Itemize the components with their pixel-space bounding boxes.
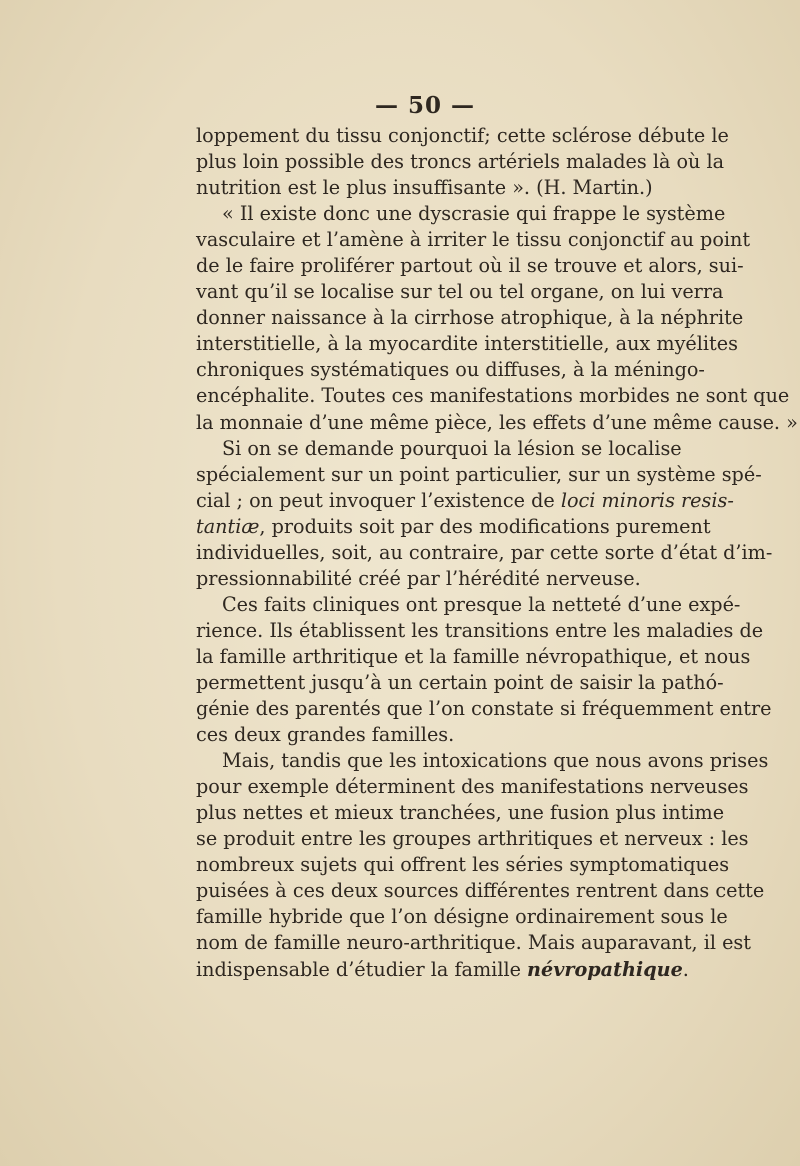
text-line: loppement du tissu conjonctif; cette sclérose débute le (196, 124, 729, 147)
text-line: permettent jusqu’à un certain point de saisir la pathó- (196, 670, 724, 694)
text-line: spécialement sur un point particulier, sur un système spé- (196, 462, 762, 486)
text-line: de le faire proliférer partout où il se trouve et alors, sui- (196, 254, 744, 278)
text-line: plus loin possible des troncs artériels malades là où la (196, 150, 725, 174)
text-line: nutrition est le plus insuffisante ». (H. Martin.) (196, 176, 653, 200)
body-text (196, 123, 798, 983)
italic-term: tantiæ (196, 514, 260, 538)
italic-term: loci minoris resis- (560, 488, 734, 512)
text-line (196, 514, 711, 540)
text-line: vasculaire et l’amène à irriter le tissu conjonctif au point (196, 228, 751, 252)
text-line: génie des parentés que l’on constate si fréquemment entre (196, 697, 772, 721)
text-line: Mais, tandis que les intoxications que nous avons prises (222, 749, 769, 773)
text-segment: , produits soit par des modifications purement (259, 514, 711, 538)
page-number: — 50 — (374, 92, 476, 119)
text-line: pressionnabilité créé par l’hérédité nerveuse. (196, 566, 641, 590)
text-line: nom de famille neuro-arthritique. Mais auparavant, il est (196, 931, 751, 955)
text-line: se produit entre les groupes arthritiques et nerveux : les (196, 827, 749, 851)
italic-term: névropathique (527, 957, 683, 981)
text-line: la monnaie d’une même pièce, les effets d’une même cause. » (196, 410, 798, 434)
text-line: Ces faits cliniques ont presque la netteté d’une expé- (222, 592, 741, 616)
text-line: individuelles, soit, au contraire, par cette sorte d’état d’im- (196, 540, 773, 564)
text-line: vant qu’il se localise sur tel ou tel organe, on lui verra (196, 280, 724, 304)
text-line: famille hybride que l’on désigne ordinairement sous le (196, 905, 728, 929)
text-line: Si on se demande pourquoi la lésion se localise (222, 436, 682, 460)
text-line: ces deux grandes familles. (196, 723, 455, 747)
text-line (196, 957, 689, 983)
text-line: encéphalite. Toutes ces manifestations morbides ne sont que (196, 384, 790, 408)
text-line: pour exemple déterminent des manifestations nerveuses (196, 775, 749, 799)
text-line: la famille arthritique et la famille névropathique, et nous (196, 644, 751, 668)
text-segment: indispensable d’étudier la famille (196, 957, 528, 981)
text-line: chroniques systématiques ou diffuses, à la méningo- (196, 358, 705, 382)
text-line: puisées à ces deux sources différentes rentrent dans cette (196, 879, 765, 903)
text-line: nombreux sujets qui offrent les séries symptomatiques (196, 853, 730, 877)
text-line: interstitielle, à la myocardite interstitielle, aux myélites (196, 332, 738, 356)
text-line: rience. Ils établissent les transitions entre les maladies de (196, 618, 764, 642)
text-segment: cial ; on peut invoquer l’existence de (196, 488, 561, 512)
text-line (196, 488, 734, 514)
text-line: « Il existe donc une dyscrasie qui frappe le système (222, 202, 726, 226)
text-line: plus nettes et mieux tranchées, une fusion plus intime (196, 801, 725, 825)
text-segment: . (682, 957, 689, 981)
text-line: donner naissance à la cirrhose atrophique, à la néphrite (196, 306, 744, 330)
